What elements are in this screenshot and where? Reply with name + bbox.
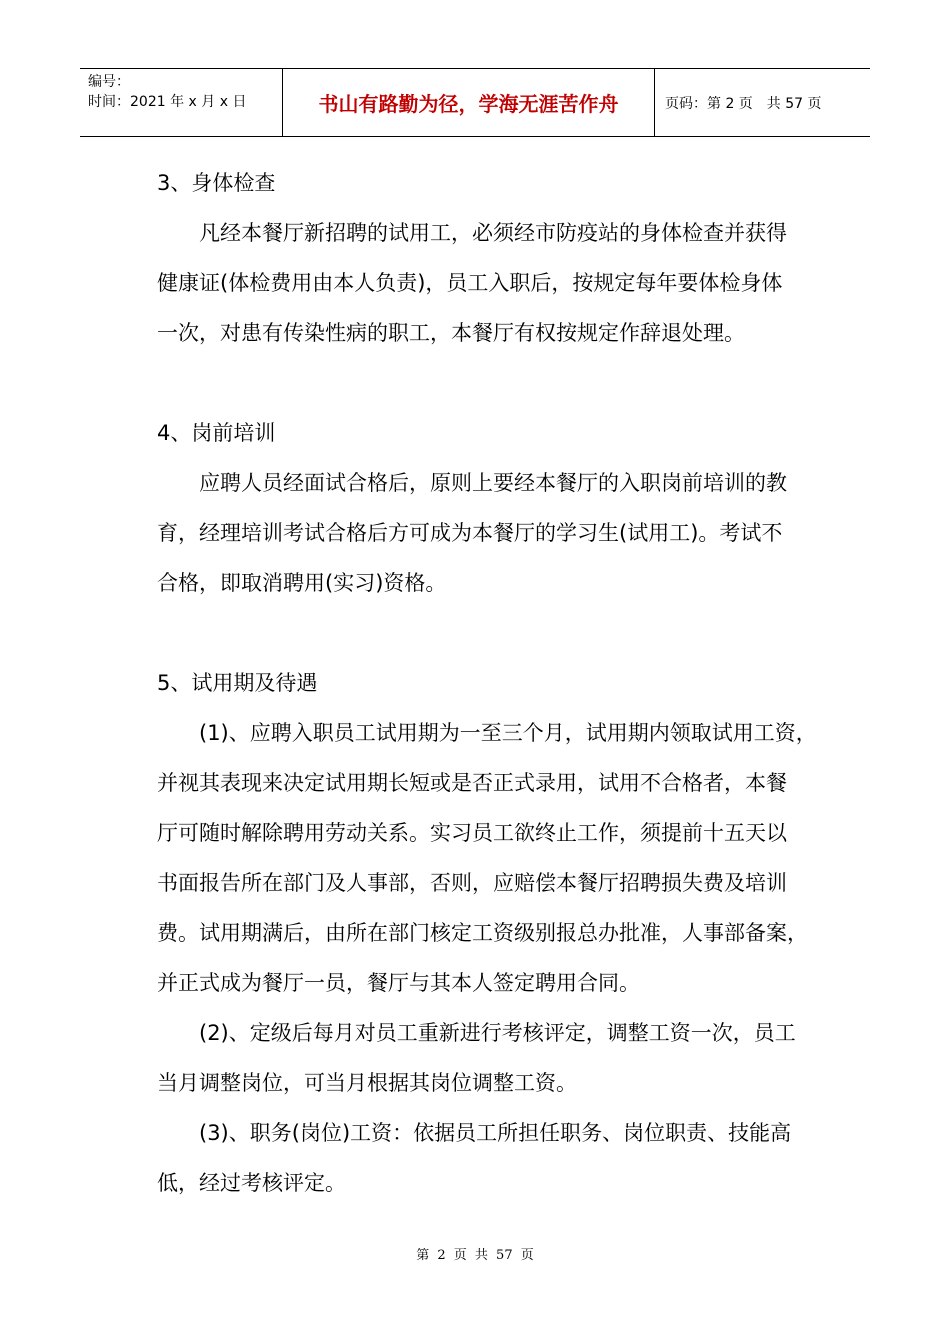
document-time-label: 时间：2021 年 x 月 x 日 — [88, 94, 247, 110]
paragraph-line: 凡经本餐厅新招聘的试用工，必须经市防疫站的身体检查并获得 — [157, 221, 787, 245]
section-gap — [157, 364, 807, 414]
paragraph — [157, 1114, 807, 1214]
paragraph — [157, 1014, 807, 1114]
section-gap — [157, 614, 807, 664]
header-page-info: 页码：第 2 页 共 57 页 — [665, 95, 822, 112]
document-number-label: 编号： — [88, 74, 130, 90]
paragraph-line: 厅可随时解除聘用劳动关系。实习员工欲终止工作，须提前十五天以 — [157, 821, 787, 845]
paragraph — [157, 714, 817, 1014]
paragraph-line: 健康证(体检费用由本人负责)，员工入职后，按规定每年要体检身体 — [157, 271, 783, 295]
paragraph-line: (1)、应聘入职员工试用期为一至三个月，试用期内领取试用工资， — [157, 721, 817, 745]
paragraph-line: 育，经理培训考试合格后方可成为本餐厅的学习生(试用工)。考试不 — [157, 521, 783, 545]
header-motto: 书山有路勤为径，学海无涯苦作舟 — [282, 69, 655, 136]
paragraph-line: 当月调整岗位，可当月根据其岗位调整工资。 — [157, 1071, 577, 1095]
paragraph-line: (3)、职务(岗位)工资：依据员工所担任职务、岗位职责、技能高 — [157, 1121, 792, 1145]
paragraph-line: (2)、定级后每月对员工重新进行考核评定，调整工资一次，员工 — [157, 1021, 796, 1045]
section-heading: 3、身体检查 — [157, 171, 276, 195]
document-body — [157, 164, 817, 1214]
page-footer: 第 2 页 共 57 页 — [416, 1248, 534, 1263]
header-meta — [80, 69, 282, 136]
paragraph — [157, 464, 807, 614]
paragraph-line: 费。试用期满后，由所在部门核定工资级别报总办批准，人事部备案， — [157, 921, 808, 945]
paragraph-line: 一次，对患有传染性病的职工，本餐厅有权按规定作辞退处理。 — [157, 321, 745, 345]
paragraph-line: 低，经过考核评定。 — [157, 1171, 346, 1195]
page-header — [80, 68, 870, 137]
section-heading: 5、试用期及待遇 — [157, 671, 318, 695]
paragraph — [157, 214, 807, 364]
paragraph-line: 合格，即取消聘用(实习)资格。 — [157, 571, 447, 595]
paragraph-line: 并视其表现来决定试用期长短或是否正式录用，试用不合格者，本餐 — [157, 771, 787, 795]
paragraph-line: 书面报告所在部门及人事部，否则，应赔偿本餐厅招聘损失费及培训 — [157, 871, 787, 895]
section-heading: 4、岗前培训 — [157, 421, 276, 445]
paragraph-line: 并正式成为餐厅一员，餐厅与其本人签定聘用合同。 — [157, 971, 640, 995]
paragraph-line: 应聘人员经面试合格后，原则上要经本餐厅的入职岗前培训的教 — [157, 471, 787, 495]
